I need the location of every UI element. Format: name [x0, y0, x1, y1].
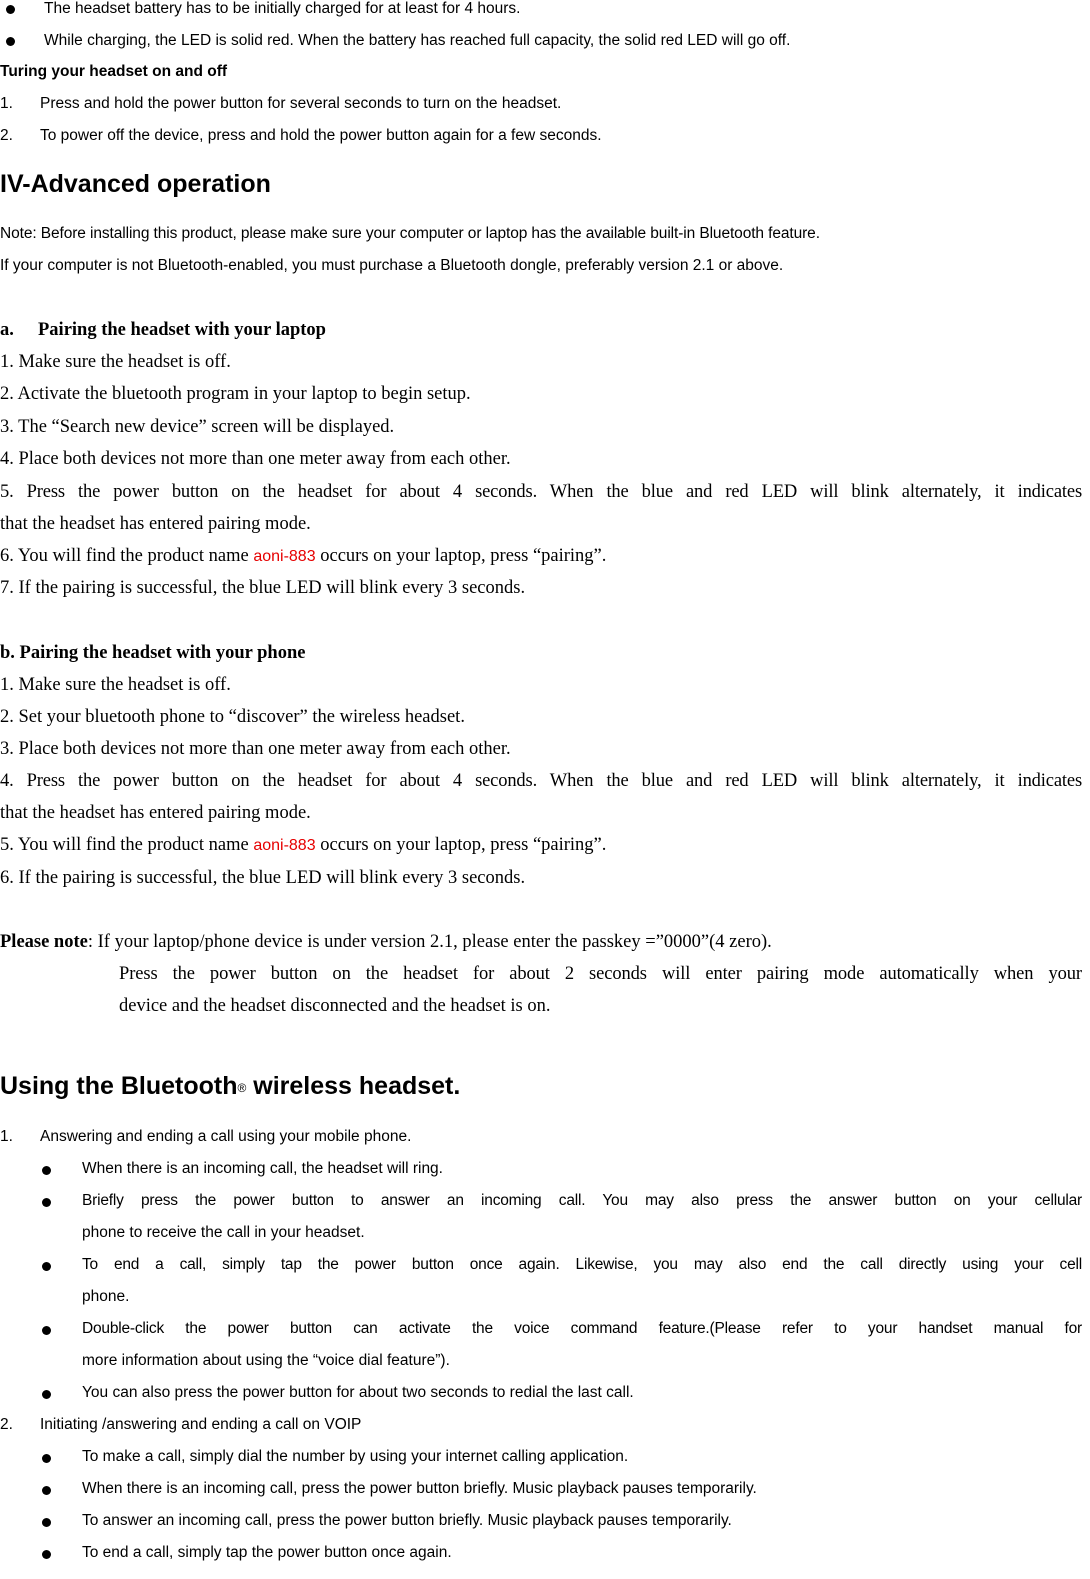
step-text: 5. Press the power button on the headset for about 4 seconds. When the blue and red LED will blink alternately, it indicates — [0, 482, 1082, 502]
bullet-icon — [42, 1166, 51, 1175]
step-text — [0, 546, 1082, 567]
bullet-icon — [42, 1198, 51, 1207]
step-text: 3. The “Search new device” screen will be displayed. — [0, 417, 395, 437]
step-text: 6. If the pairing is successful, the blue LED will blink every 3 seconds. — [0, 868, 526, 888]
please-note-text: : If your laptop/phone device is under version 2.1, please enter the passkey =”0000”(4 zero). — [87, 932, 772, 952]
bullet-text: To make a call, simply dial the number by using your internet calling application. — [82, 1448, 629, 1465]
note-line: Note: Before installing this product, please make sure your computer or laptop has the available built-in Bluetooth feature. — [0, 225, 820, 242]
bullet-text: phone to receive the call in your headset. — [82, 1224, 365, 1241]
bullet-text: more information about using the “voice dial feature”). — [82, 1352, 450, 1369]
bullet-icon — [42, 1486, 51, 1495]
bullet-text: Briefly press the power button to answer an incoming call. You may also press the answer button on your cellular — [82, 1192, 1082, 1209]
step-prefix: 6. You will find the product name — [0, 546, 254, 566]
step-text: 1. Make sure the headset is off. — [0, 352, 231, 372]
step-suffix: occurs on your laptop, press “pairing”. — [315, 546, 607, 566]
note-line: If your computer is not Bluetooth-enabled, you must purchase a Bluetooth dongle, preferably version 2.1 or above. — [0, 257, 784, 274]
product-name: aoni-883 — [253, 837, 316, 854]
subsection-label: a. — [0, 320, 14, 340]
bullet-icon — [42, 1454, 51, 1463]
subsection-heading: Pairing the headset with your laptop — [38, 320, 326, 340]
step-text — [0, 835, 1082, 856]
please-note-text: device and the headset disconnected and the headset is on. — [119, 996, 551, 1016]
step-text: To power off the device, press and hold the power button again for a few seconds. — [40, 127, 602, 144]
bullet-text: Double-click the power button can activate the voice command feature.(Please refer to your handset manual for — [82, 1320, 1082, 1337]
step-text: 4. Press the power button on the headset for about 4 seconds. When the blue and red LED will blink alternately, it indicates — [0, 771, 1082, 791]
step-text: 2. Activate the bluetooth program in your laptop to begin setup. — [0, 384, 471, 404]
please-note-label: Please note — [0, 932, 88, 952]
item-number: 2. — [0, 1416, 13, 1433]
bullet-icon — [6, 5, 15, 14]
bullet-text: When there is an incoming call, press the power button briefly. Music playback pauses temporarily. — [82, 1480, 757, 1497]
registered-mark: ® — [237, 1081, 247, 1095]
heading-text: wireless headset. — [246, 1072, 461, 1100]
bullet-text: The headset battery has to be initially charged for at least for 4 hours. — [44, 0, 521, 17]
item-number: 1. — [0, 1128, 13, 1145]
bullet-icon — [42, 1390, 51, 1399]
please-note-text: Press the power button on the headset for about 2 seconds will enter pairing mode automatically when your — [119, 964, 1082, 984]
section-heading: Turing your headset on and off — [0, 63, 228, 80]
bullet-text: To end a call, simply tap the power button once again. — [82, 1544, 452, 1561]
step-text: that the headset has entered pairing mode. — [0, 803, 311, 823]
please-note-line — [0, 932, 1082, 953]
item-text: Initiating /answering and ending a call on VOIP — [40, 1416, 362, 1433]
heading-text: Using the Bluetooth — [0, 1072, 238, 1100]
step-text: 3. Place both devices not more than one meter away from each other. — [0, 739, 511, 759]
bullet-text: When there is an incoming call, the headset will ring. — [82, 1160, 443, 1177]
bullet-text: phone. — [82, 1288, 130, 1305]
subsection-heading: b. Pairing the headset with your phone — [0, 643, 306, 663]
bullet-text: To end a call, simply tap the power button once again. Likewise, you may also end the call directly using your cell — [82, 1256, 1082, 1273]
step-text: 4. Place both devices not more than one meter away from each other. — [0, 449, 511, 469]
chapter-heading: IV-Advanced operation — [0, 170, 271, 198]
step-number: 1. — [0, 95, 13, 112]
step-text: 1. Make sure the headset is off. — [0, 675, 231, 695]
bullet-text: To answer an incoming call, press the power button briefly. Music playback pauses temporarily. — [82, 1512, 732, 1529]
step-text: 2. Set your bluetooth phone to “discover” the wireless headset. — [0, 707, 465, 727]
bullet-text: You can also press the power button for about two seconds to redial the last call. — [82, 1384, 634, 1401]
step-suffix: occurs on your laptop, press “pairing”. — [315, 835, 607, 855]
product-name: aoni-883 — [253, 548, 316, 565]
step-number: 2. — [0, 127, 13, 144]
bullet-icon — [42, 1518, 51, 1527]
bullet-text: While charging, the LED is solid red. When the battery has reached full capacity, the solid red LED will go off. — [44, 32, 791, 49]
step-text: 7. If the pairing is successful, the blue LED will blink every 3 seconds. — [0, 578, 526, 598]
bullet-icon — [42, 1550, 51, 1559]
bullet-icon — [42, 1262, 51, 1271]
bullet-icon — [42, 1326, 51, 1335]
step-text: that the headset has entered pairing mode. — [0, 514, 311, 534]
bullet-icon — [6, 37, 15, 46]
item-text: Answering and ending a call using your mobile phone. — [40, 1128, 412, 1145]
step-text: Press and hold the power button for several seconds to turn on the headset. — [40, 95, 562, 112]
chapter-heading — [0, 1072, 1082, 1101]
step-prefix: 5. You will find the product name — [0, 835, 254, 855]
